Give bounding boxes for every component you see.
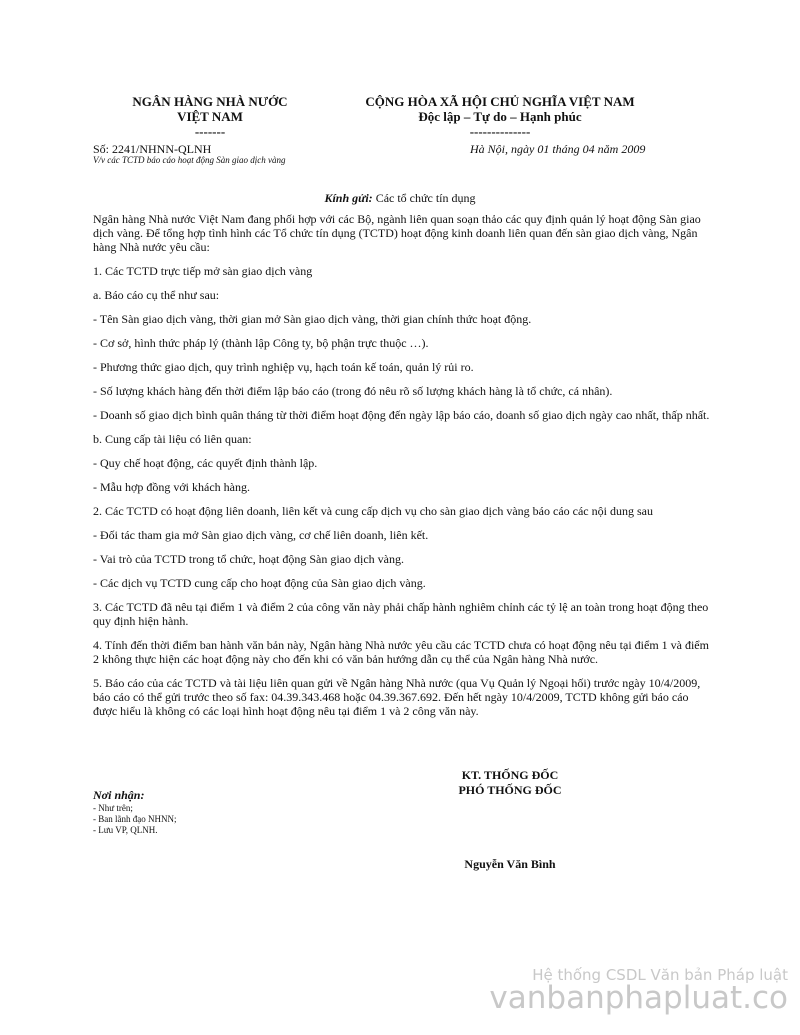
national-motto xyxy=(345,94,655,139)
watermark-site: vanbanphapluat.co xyxy=(489,980,788,1016)
paragraph: - Vai trò của TCTD trong tổ chức, hoạt động Sàn giao dịch vàng. xyxy=(93,552,404,566)
paragraph: b. Cung cấp tài liệu có liên quan: xyxy=(93,432,252,446)
document-subject: V/v các TCTD báo cáo hoạt động Sàn giao dịch vàng xyxy=(93,155,286,165)
paragraph: 4. Tính đến thời điểm ban hành văn bản này, Ngân hàng Nhà nước yêu cầu các TCTD chưa có hoạt động nêu tại điểm 1 và điểm 2 không thực hiện các hoạt động này cho đến khi có văn bản hướng dẫn cụ thể của Ngân hàng Nhà nước. xyxy=(93,638,709,666)
document-number: Số: 2241/NHNN-QLNH xyxy=(93,142,212,156)
paragraph: - Cơ sở, hình thức pháp lý (thành lập Công ty, bộ phận trực thuộc …). xyxy=(93,336,429,350)
document-body xyxy=(93,212,713,728)
paragraph: a. Báo cáo cụ thể như sau: xyxy=(93,288,220,302)
issuing-agency xyxy=(120,94,300,139)
paragraph: - Mẫu hợp đồng với khách hàng. xyxy=(93,480,250,494)
paragraph: - Tên Sàn giao dịch vàng, thời gian mở Sàn giao dịch vàng, thời gian chính thức hoạt động. xyxy=(93,312,532,326)
agency-separator: ------- xyxy=(194,124,226,139)
watermark-caption: Hệ thống CSDL Văn bản Pháp luật xyxy=(532,966,788,984)
recipient-line xyxy=(0,191,800,206)
paragraph: 3. Các TCTD đã nêu tại điểm 1 và điểm 2 của công văn này phải chấp hành nghiêm chỉnh các tỷ lệ an toàn trong hoạt động theo quy định hiện hành. xyxy=(93,600,709,628)
list-item: - Ban lãnh đạo NHNN; xyxy=(93,814,177,824)
signature-title xyxy=(430,768,590,798)
agency-country: VIỆT NAM xyxy=(177,109,243,124)
place-date: Hà Nội, ngày 01 tháng 04 năm 2009 xyxy=(470,142,646,156)
signature-line-1: KT. THỐNG ĐỐC xyxy=(461,768,559,782)
recipient-label: Kính gửi: xyxy=(324,191,373,205)
paragraph: 1. Các TCTD trực tiếp mở sàn giao dịch vàng xyxy=(93,264,313,278)
recipients-list xyxy=(93,803,176,836)
paragraph: - Đối tác tham gia mở Sàn giao dịch vàng, cơ chế liên doanh, liên kết. xyxy=(93,528,429,542)
paragraph: - Các dịch vụ TCTD cung cấp cho hoạt động của Sàn giao dịch vàng. xyxy=(93,576,426,590)
paragraph: - Doanh số giao dịch bình quân tháng từ thời điểm hoạt động đến ngày lập báo cáo, doanh số giao dịch ngày cao nhất, thấp nhất. xyxy=(93,408,710,422)
paragraph: - Phương thức giao dịch, quy trình nghiệp vụ, hạch toán kế toán, quản lý rủi ro. xyxy=(93,360,474,374)
signature-line-2: PHÓ THỐNG ĐỐC xyxy=(458,783,562,797)
list-item: - Lưu VP, QLNH. xyxy=(93,825,158,835)
agency-name: NGÂN HÀNG NHÀ NƯỚC xyxy=(132,94,288,109)
recipients-title: Nơi nhận: xyxy=(93,788,145,802)
nation-motto: Độc lập – Tự do – Hạnh phúc xyxy=(418,109,582,124)
signer-name: Nguyễn Văn Bình xyxy=(464,857,556,871)
nation-separator: -------------- xyxy=(469,124,531,139)
paragraph: - Quy chế hoạt động, các quyết định thành lập. xyxy=(93,456,318,470)
paragraph: 5. Báo cáo của các TCTD và tài liệu liên quan gửi về Ngân hàng Nhà nước (qua Vụ Quản lý Ngoại hối) trước ngày 10/4/2009, báo cáo có thể gửi trước theo số fax: 04.39.343.468 hoặc 04.39.367.692. Đến hết ngày 10/4/2009, TCTD không gửi báo cáo được hiểu là không có các loại hình hoạt động nêu tại điểm 1 và 2 công văn này. xyxy=(93,676,701,718)
recipient-value: Các tổ chức tín dụng xyxy=(375,191,476,205)
paragraph: Ngân hàng Nhà nước Việt Nam đang phối hợp với các Bộ, ngành liên quan soạn thảo các quy định quản lý hoạt động Sàn giao dịch vàng. Để tổng hợp tình hình các Tổ chức tín dụng (TCTD) hoạt động kinh doanh liên quan đến sàn giao dịch vàng, Ngân hàng Nhà nước yêu cầu: xyxy=(93,212,701,254)
nation-title: CỘNG HÒA XÃ HỘI CHỦ NGHĨA VIỆT NAM xyxy=(365,94,635,109)
paragraph: 2. Các TCTD có hoạt động liên doanh, liên kết và cung cấp dịch vụ cho sàn giao dịch vàng báo cáo các nội dung sau xyxy=(93,504,653,518)
list-item: - Như trên; xyxy=(93,803,133,813)
paragraph: - Số lượng khách hàng đến thời điểm lập báo cáo (trong đó nêu rõ số lượng khách hàng là tổ chức, cá nhân). xyxy=(93,384,613,398)
